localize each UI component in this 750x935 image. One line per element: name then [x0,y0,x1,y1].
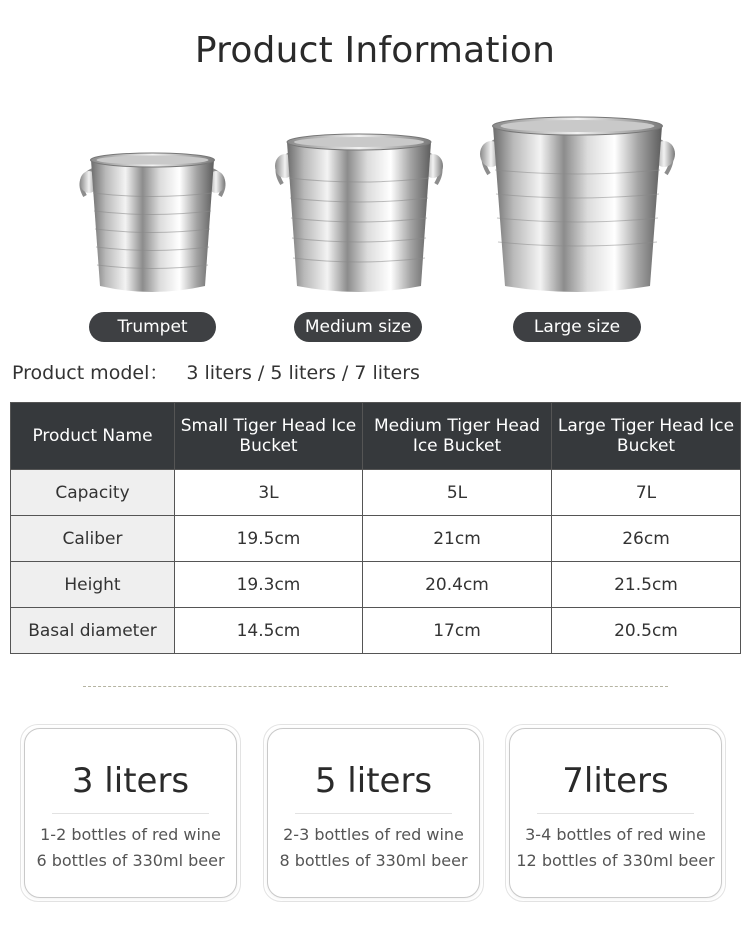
size-label-trumpet: Trumpet [89,312,216,342]
product-model-label: Product model： [12,362,169,384]
capacity-card-7l [505,724,726,902]
dashed-divider [83,686,668,687]
product-model [12,358,420,385]
small-ice-bucket-image [75,148,230,300]
table-cell: 19.5cm [175,516,363,562]
table-row [11,516,741,562]
page-title: Product Information [194,30,556,71]
table-header-row [11,403,741,470]
table-row [11,608,741,654]
card-title: 3 liters [71,761,190,801]
card-line-beer: 8 bottles of 330ml beer [279,851,468,870]
capacity-card-3l [20,724,241,902]
table-cell: 5L [363,470,552,516]
capacity-card-5l [263,724,484,902]
card-title: 5 liters [314,761,433,801]
card-divider [52,813,209,814]
table-cell: 20.5cm [552,608,741,654]
card-divider [295,813,452,814]
table-cell: 21.5cm [552,562,741,608]
spec-table [10,402,741,654]
table-cell: 19.3cm [175,562,363,608]
row-label-caliber: Caliber [11,516,175,562]
header-large-bucket: Large Tiger Head Ice Bucket [552,403,741,470]
table-cell: 21cm [363,516,552,562]
header-medium-bucket: Medium Tiger Head Ice Bucket [363,403,552,470]
size-label-medium: Medium size [294,312,422,342]
card-line-wine: 3-4 bottles of red wine [525,825,706,844]
table-row [11,470,741,516]
row-label-basal-diameter: Basal diameter [11,608,175,654]
medium-ice-bucket-image [270,130,448,300]
card-divider [537,813,694,814]
table-row [11,562,741,608]
table-cell: 26cm [552,516,741,562]
table-cell: 20.4cm [363,562,552,608]
card-line-wine: 2-3 bottles of red wine [283,825,464,844]
row-label-capacity: Capacity [11,470,175,516]
table-cell: 17cm [363,608,552,654]
card-line-beer: 12 bottles of 330ml beer [516,851,715,870]
table-cell: 3L [175,470,363,516]
large-ice-bucket-image [475,112,680,300]
card-line-beer: 6 bottles of 330ml beer [36,851,225,870]
table-cell: 14.5cm [175,608,363,654]
header-small-bucket: Small Tiger Head Ice Bucket [175,403,363,470]
card-line-wine: 1-2 bottles of red wine [40,825,221,844]
product-model-value: 3 liters / 5 liters / 7 liters [186,362,420,384]
card-title: 7liters [562,761,669,801]
row-label-height: Height [11,562,175,608]
size-label-large: Large size [513,312,641,342]
header-product-name: Product Name [11,403,175,470]
table-cell: 7L [552,470,741,516]
